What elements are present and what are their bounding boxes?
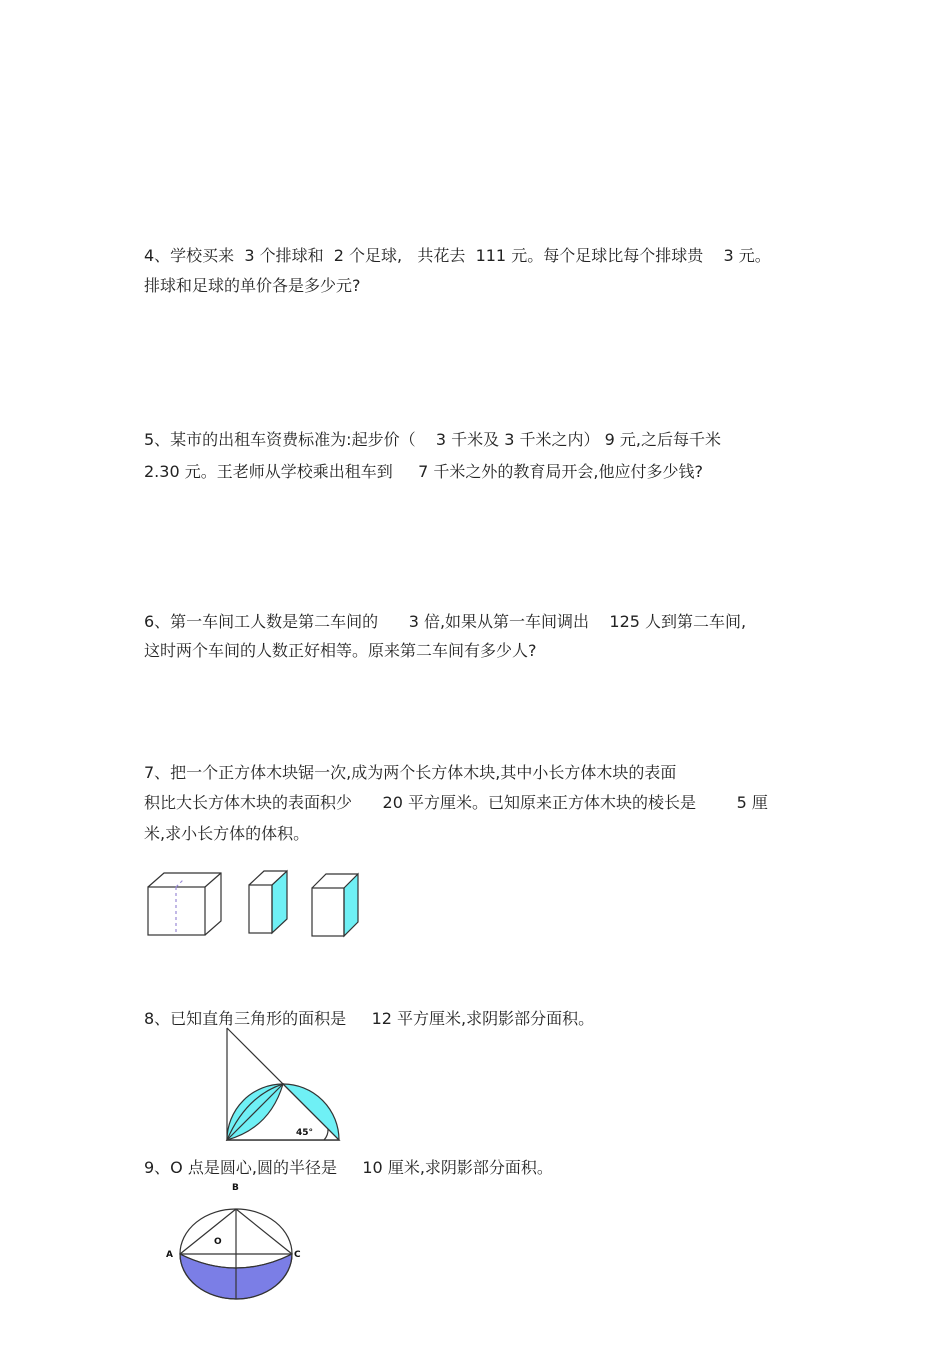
triangle-semicircle-figure [220, 1028, 350, 1146]
angle-45-label: 45° [296, 1128, 314, 1138]
problem-7-line-2: 积比大长方体木块的表面积少 20 平方厘米。已知原来正方体木块的棱长是 5 厘 [144, 793, 768, 812]
problem-6-line-1: 6、第一车间工人数是第二车间的 3 倍,如果从第一车间调出 125 人到第二车间, [144, 612, 747, 631]
problem-6-line-2: 这时两个车间的人数正好相等。原来第二车间有多少人? [144, 641, 537, 660]
point-o-label: O [214, 1237, 222, 1247]
problem-9-line-1: 9、O 点是圆心,圆的半径是 10 厘米,求阴影部分面积。 [144, 1158, 553, 1177]
large-cuboid-cut-face [344, 874, 358, 936]
point-b-label: B [232, 1183, 239, 1193]
problem-8-line-1: 8、已知直角三角形的面积是 12 平方厘米,求阴影部分面积。 [144, 1009, 595, 1028]
cube-figure [140, 865, 370, 945]
problem-4-line-2: 排球和足球的单价各是多少元? [144, 276, 361, 295]
point-a-label: A [166, 1250, 173, 1260]
problem-5-line-1: 5、某市的出租车资费标准为:起步价（ 3 千米及 3 千米之内） 9 元,之后每千米 [144, 430, 721, 449]
problem-4-line-1: 4、学校买来 3 个排球和 2 个足球, 共花去 111 元。每个足球比每个排球贵 3 元。 [144, 246, 771, 265]
problem-7-line-3: 米,求小长方体的体积。 [144, 824, 310, 843]
original-cube [148, 873, 221, 935]
problem-7-line-1: 7、把一个正方体木块锯一次,成为两个长方体木块,其中小长方体木块的表面 [144, 763, 677, 782]
point-c-label: C [294, 1250, 301, 1260]
small-cuboid-cut-face [272, 871, 287, 933]
small-cuboid [249, 871, 287, 933]
large-cuboid [312, 874, 358, 936]
circle-triangle-figure [160, 1178, 305, 1303]
problem-5-line-2: 2.30 元。王老师从学校乘出租车到 7 千米之外的教育局开会,他应付多少钱? [144, 462, 703, 481]
